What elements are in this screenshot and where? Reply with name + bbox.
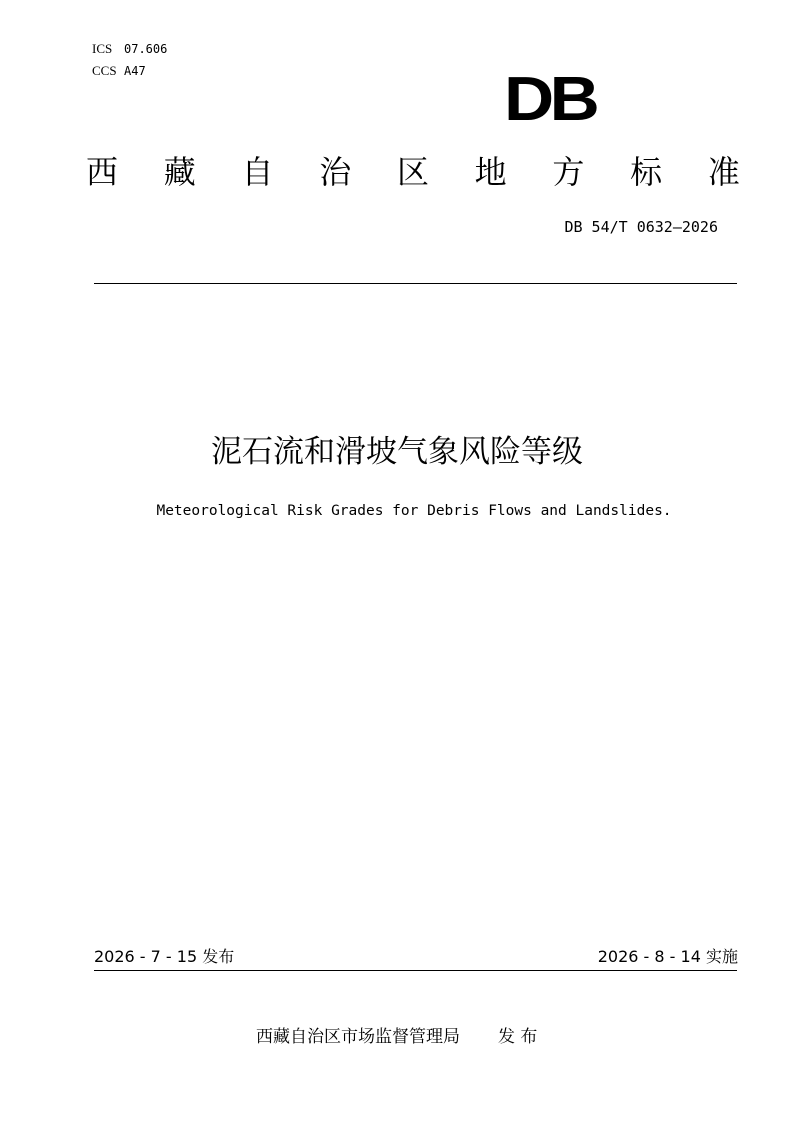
- title-english: Meteorological Risk Grades for Debris Flows and Landslides.: [156, 503, 672, 519]
- standard-type-char: 治: [319, 153, 352, 191]
- bottom-divider: [94, 970, 737, 971]
- db-logo: DB: [504, 65, 596, 134]
- classification-block: [92, 38, 167, 82]
- issuer-action: 发 布: [498, 1027, 538, 1047]
- standard-type-char: 方: [552, 153, 585, 191]
- standard-code: DB 54/T 0632—2026: [564, 218, 718, 236]
- ics-value: 07.606: [124, 42, 168, 56]
- standard-type-char: 地: [474, 153, 507, 191]
- top-divider: [94, 283, 737, 284]
- issuer-line: [256, 1025, 537, 1049]
- ccs-value: A47: [124, 64, 146, 78]
- title-chinese: 泥石流和滑坡气象风险等级: [211, 434, 583, 470]
- ccs-label: CCS: [92, 63, 117, 78]
- standard-type-char: 准: [707, 153, 740, 191]
- standard-type-char: 区: [396, 153, 429, 191]
- standard-type-char: 标: [630, 153, 663, 191]
- publish-date: 2026 - 7 - 15 发布: [94, 947, 235, 966]
- standard-type-char: 藏: [163, 153, 196, 191]
- standard-type-heading: [86, 148, 740, 196]
- implement-date: 2026 - 8 - 14 实施: [597, 947, 738, 966]
- ccs-row: [92, 60, 167, 82]
- issuer-name: 西藏自治区市场监督管理局: [256, 1027, 460, 1047]
- ics-label: ICS: [92, 41, 113, 56]
- ics-row: [92, 38, 167, 60]
- standard-type-char: 西: [86, 153, 119, 191]
- standard-type-char: 自: [241, 153, 274, 191]
